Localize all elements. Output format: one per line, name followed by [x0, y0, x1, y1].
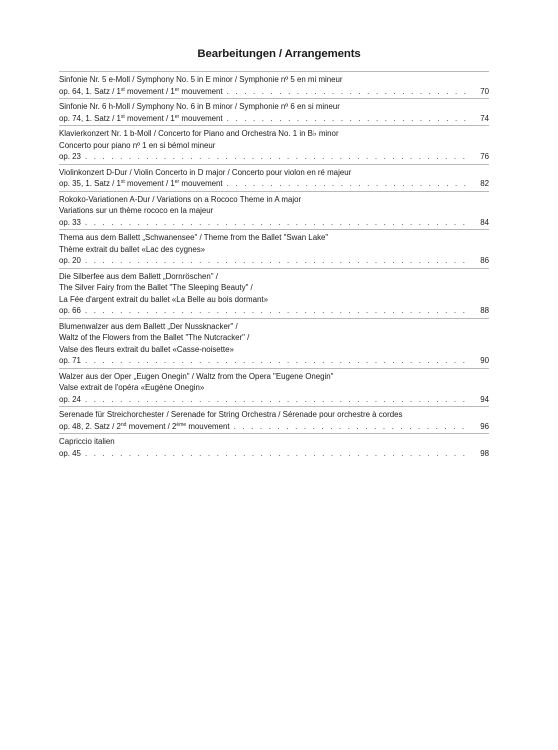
opus-text: movement / 1: [124, 86, 175, 96]
entry-opus-line: [59, 355, 489, 367]
page-number: 90: [480, 356, 489, 365]
entry-opus: [59, 86, 223, 98]
ordinal-suffix: er: [174, 179, 180, 185]
entry-title-line: Capriccio italien: [59, 437, 115, 446]
opus-text: movement / 1: [124, 113, 175, 123]
opus-text: mouvement: [179, 86, 223, 96]
opus-text: movement / 1: [124, 179, 175, 188]
dot-leader: [85, 355, 471, 367]
page-number: 74: [480, 113, 489, 123]
page-number: 98: [480, 448, 489, 458]
toc-entry: [59, 125, 489, 163]
ordinal-suffix: er: [174, 113, 180, 120]
toc-entry: [59, 318, 489, 367]
entry-opus-line: [59, 113, 489, 125]
ordinal-suffix: st: [120, 179, 125, 185]
entry-title-line: La Fée d'argent extrait du ballet «La Belle au bois dormant»: [59, 294, 268, 304]
opus-text: mouvement: [179, 113, 223, 123]
entry-opus-line: [59, 421, 489, 433]
opus-text: op. 45: [59, 448, 81, 458]
entry-title-line: Sinfonie Nr. 6 h-Moll / Symphony No. 6 in B minor / Symphonie nº 6 en si mineur: [59, 102, 340, 111]
entry-opus-line: [59, 178, 489, 190]
entry-opus-line: [59, 86, 489, 98]
entry-opus-line: [59, 151, 489, 163]
dot-leader: [234, 421, 471, 433]
entry-opus: [59, 217, 81, 229]
entry-opus: [59, 394, 81, 406]
opus-text: op. 23: [59, 152, 81, 161]
opus-text: op. 35, 1. Satz / 1: [59, 179, 121, 188]
page-number: 76: [480, 152, 489, 161]
entry-opus: [59, 113, 223, 125]
opus-text: op. 64, 1. Satz / 1: [59, 86, 121, 96]
entry-opus: [59, 355, 81, 367]
entry-title-line: Serenade für Streichorchester / Serenade for String Orchestra / Sérenade pour orchestre à cordes: [59, 410, 403, 419]
entry-opus-line: [59, 394, 489, 406]
entry-title-line: Thema aus dem Ballett „Schwanensee" / Theme from the Ballet "Swan Lake": [59, 233, 329, 242]
ordinal-suffix: ème: [176, 421, 187, 428]
ordinal-suffix: st: [120, 113, 125, 120]
toc-entry: [59, 98, 489, 124]
entry-opus-line: [59, 305, 489, 317]
entry-opus-line: [59, 217, 489, 229]
entry-opus: [59, 255, 81, 267]
toc-entry: [59, 268, 489, 317]
entry-title-line: Walzer aus der Oper „Eugen Onegin" / Waltz from the Opera "Eugene Onegin": [59, 371, 334, 381]
toc-entry: [59, 71, 489, 97]
table-of-contents: [59, 71, 489, 460]
entry-title-line: Klavierkonzert Nr. 1 b-Moll / Concerto for Piano and Orchestra No. 1 in B♭ minor: [59, 129, 339, 138]
ordinal-suffix: nd: [120, 421, 127, 428]
opus-text: op. 20: [59, 256, 81, 265]
dot-leader: [85, 151, 471, 163]
toc-entry: [59, 433, 489, 459]
page-number: 88: [480, 306, 489, 315]
dot-leader: [85, 394, 471, 406]
entry-title-line: Valse extrait de l'opéra «Eugène Onegin»: [59, 383, 205, 392]
dot-leader: [85, 305, 471, 317]
entry-opus-line: [59, 255, 489, 267]
entry-opus: [59, 151, 81, 163]
entry-title-line: Valse des fleurs extrait du ballet «Casse-noisette»: [59, 344, 234, 354]
toc-entry: [59, 191, 489, 229]
entry-title-line: Die Silberfee aus dem Ballett „Dornröschen" /: [59, 271, 218, 281]
opus-text: op. 71: [59, 356, 81, 365]
entry-title-line: Waltz of the Flowers from the Ballet "The Nutcracker" /: [59, 333, 250, 342]
page-number: 84: [480, 217, 489, 227]
opus-text: op. 48, 2. Satz / 2: [59, 421, 121, 431]
dot-leader: [85, 217, 471, 229]
page-number: 70: [480, 86, 489, 96]
page-title: Bearbeitungen / Arrangements: [197, 48, 361, 60]
dot-leader: [227, 86, 471, 98]
entry-title-line: Thème extrait du ballet «Lac des cygnes»: [59, 244, 206, 254]
entry-title-line: Violinkonzert D-Dur / Violin Concerto in D major / Concerto pour violon en ré majeur: [59, 167, 352, 177]
page-number: 82: [480, 179, 489, 188]
entry-opus: [59, 421, 230, 433]
opus-text: op. 33: [59, 217, 81, 227]
opus-text: mouvement: [186, 421, 230, 431]
entry-title-line: Rokoko-Variationen A-Dur / Variations on a Rococo Theme in A major: [59, 194, 302, 204]
entry-opus: [59, 305, 81, 317]
toc-entry: [59, 406, 489, 432]
entry-title-line: Sinfonie Nr. 5 e-Moll / Symphony No. 5 in E minor / Symphonie nº 5 en mi mineur: [59, 75, 343, 84]
opus-text: mouvement: [179, 179, 223, 188]
entry-title-line: Blumenwalzer aus dem Ballett „Der Nussknacker" /: [59, 321, 238, 331]
opus-text: movement / 2: [126, 421, 177, 431]
dot-leader: [227, 113, 471, 125]
ordinal-suffix: er: [174, 86, 180, 93]
page-number: 96: [480, 421, 489, 431]
dot-leader: [85, 448, 471, 460]
ordinal-suffix: st: [120, 86, 125, 93]
dot-leader: [227, 178, 471, 190]
entry-title-line: The Silver Fairy from the Ballet "The Sleeping Beauty" /: [59, 283, 253, 292]
page-number: 86: [480, 256, 489, 265]
toc-entry: [59, 229, 489, 267]
dot-leader: [85, 255, 471, 267]
opus-text: op. 24: [59, 394, 81, 404]
entry-opus: [59, 448, 81, 460]
toc-entry: [59, 164, 489, 190]
entry-opus-line: [59, 448, 489, 460]
entry-title-line: Concerto pour piano nº 1 en si bémol mineur: [59, 140, 216, 150]
toc-entry: [59, 368, 489, 406]
entry-title-line: Variations sur un thème rococo en la majeur: [59, 206, 214, 215]
entry-opus: [59, 178, 223, 190]
opus-text: op. 66: [59, 306, 81, 315]
opus-text: op. 74, 1. Satz / 1: [59, 113, 121, 123]
page-number: 94: [480, 394, 489, 404]
